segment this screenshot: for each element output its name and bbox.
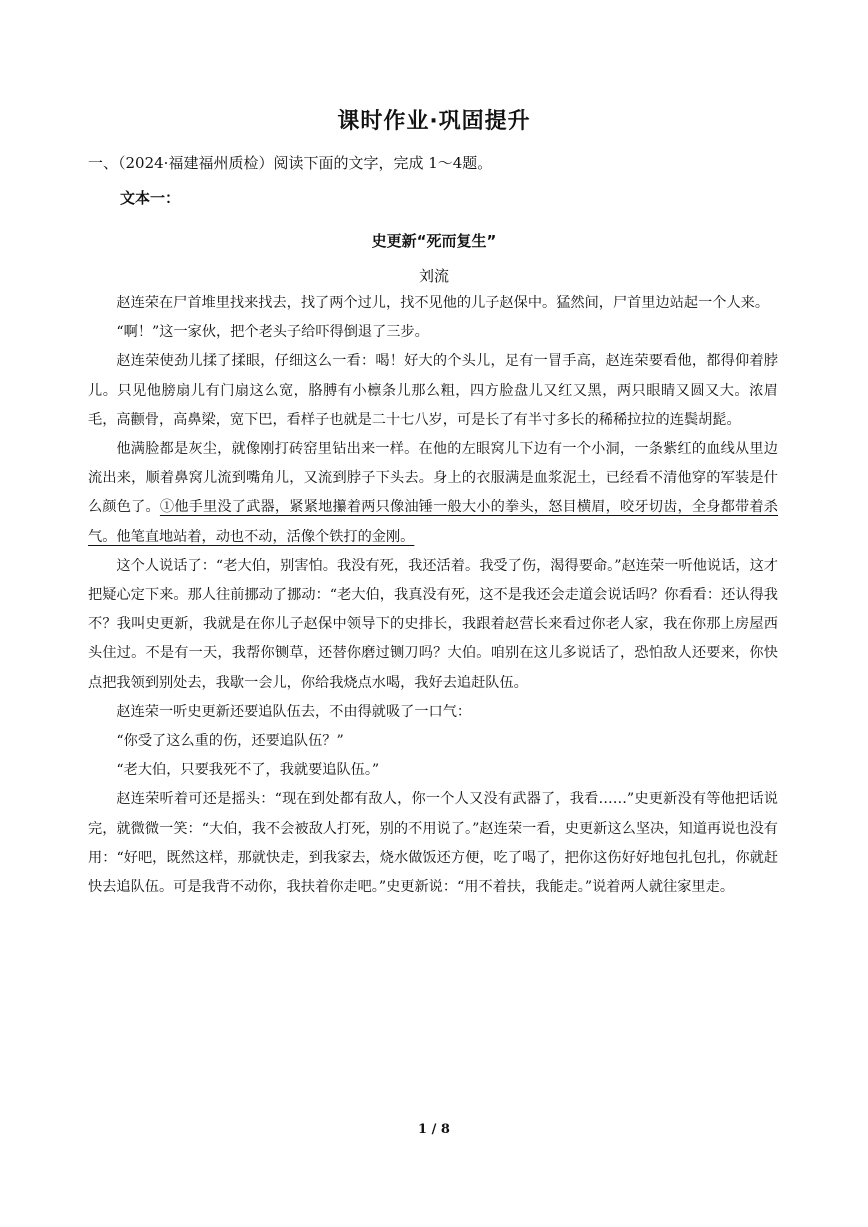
page-title: 课时作业·巩固提升 (337, 109, 531, 134)
paragraph: 赵连荣一听史更新还要追队伍去，不由得就吸了一口气： (116, 703, 472, 720)
text-label: 文本一： (120, 189, 181, 207)
paragraph-text: 他满脸都是灰尘，就像刚打砖窑里钻出来一样。在他的左眼窝儿下边有一个小洞，一条紫红的血线从里边流出来，顺着鼻窝儿流到嘴角儿，又流到脖子下头去。身上的衣服满是血浆泥土，已经看不清他穿的军装是什么颜色了。 (88, 441, 778, 516)
article-author: 刘流 (418, 267, 449, 285)
paragraph: 赵连荣在尸首堆里找来找去，找了两个过儿，找不见他的儿子赵保中。猛然间，尸首里边站起一个人来。 (116, 295, 770, 311)
paragraph: 赵连荣使劲儿揉了揉眼，仔细这么一看：喝！好大的个头儿，足有一冒手高，赵连荣要看他，都得仰着脖儿。只见他膀扇儿有门扇这么宽，胳膊有小檩条儿那么粗，四方脸盘儿又红又黑，两只眼睛又圆又大。浓眉毛，高颧骨，高鼻梁，宽下巴，看样子也就是二十七八岁，可是长了有半寸多长的稀稀拉拉的连鬓胡髭。 (88, 353, 778, 428)
paragraph: “老大伯，只要我死不了，我就要追队伍。” (116, 762, 380, 779)
paragraph: “啊！”这一家伙，把个老头子给吓得倒退了三步。 (116, 324, 429, 341)
paragraph (88, 435, 778, 552)
paragraph: “你受了这么重的伤，还要追队伍？” (116, 733, 344, 750)
underlined-passage-1: ①他手里没了武器，紧紧地攥着两只像油锤一般大小的拳头，怒目横眉，咬牙切齿，全身都带着杀气。他笔直地站着，动也不动，活像个铁打的金刚。 (88, 499, 778, 545)
paragraph: 赵连荣听着可还是摇头：“现在到处都有敌人，你一个人又没有武器了，我看……”史更新没有等他把话说完，就微微一笑：“大伯，我不会被敌人打死，别的不用说了。”赵连荣一看，史更新这么坚决，知道再说也没有用：“好吧，既然这样，那就快走，到我家去，烧水做饭还方便，吃了喝了，把你这伤好好地包扎包扎，你就赶快去追队伍。可是我背不动你，我扶着你走吧。”史更新说：“用不着扶，我能走。”说着两人就往家里走。 (88, 791, 778, 896)
paragraph: 这个人说话了：“老大伯，别害怕。我没有死，我还活着。我受了伤，渴得要命。”赵连荣一听他说话，这才把疑心定下来。那人往前挪动了挪动：“老大伯，我真没有死，这不是我还会走道会说话吗？你看看：还认得我不？我叫史更新，我就是在你儿子赵保中领导下的史排长，我跟着赵营长来看过你老人家，我在你那上房屋西头住过。不是有一天，我帮你铡草，还替你磨过铡刀吗？大伯。咱别在这儿多说话了，恐怕敌人还要来，你快点把我领到别处去，我歇一会儿，你给我烧点水喝，我好去追赶队伍。 (88, 557, 778, 691)
article-title: 史更新“死而复生” (371, 232, 497, 250)
article-body (88, 289, 778, 902)
page-number: 1 / 8 (418, 1122, 450, 1137)
question-intro: 一、（2024·福建福州质检）阅读下面的文字，完成 1～4题。 (88, 154, 493, 172)
